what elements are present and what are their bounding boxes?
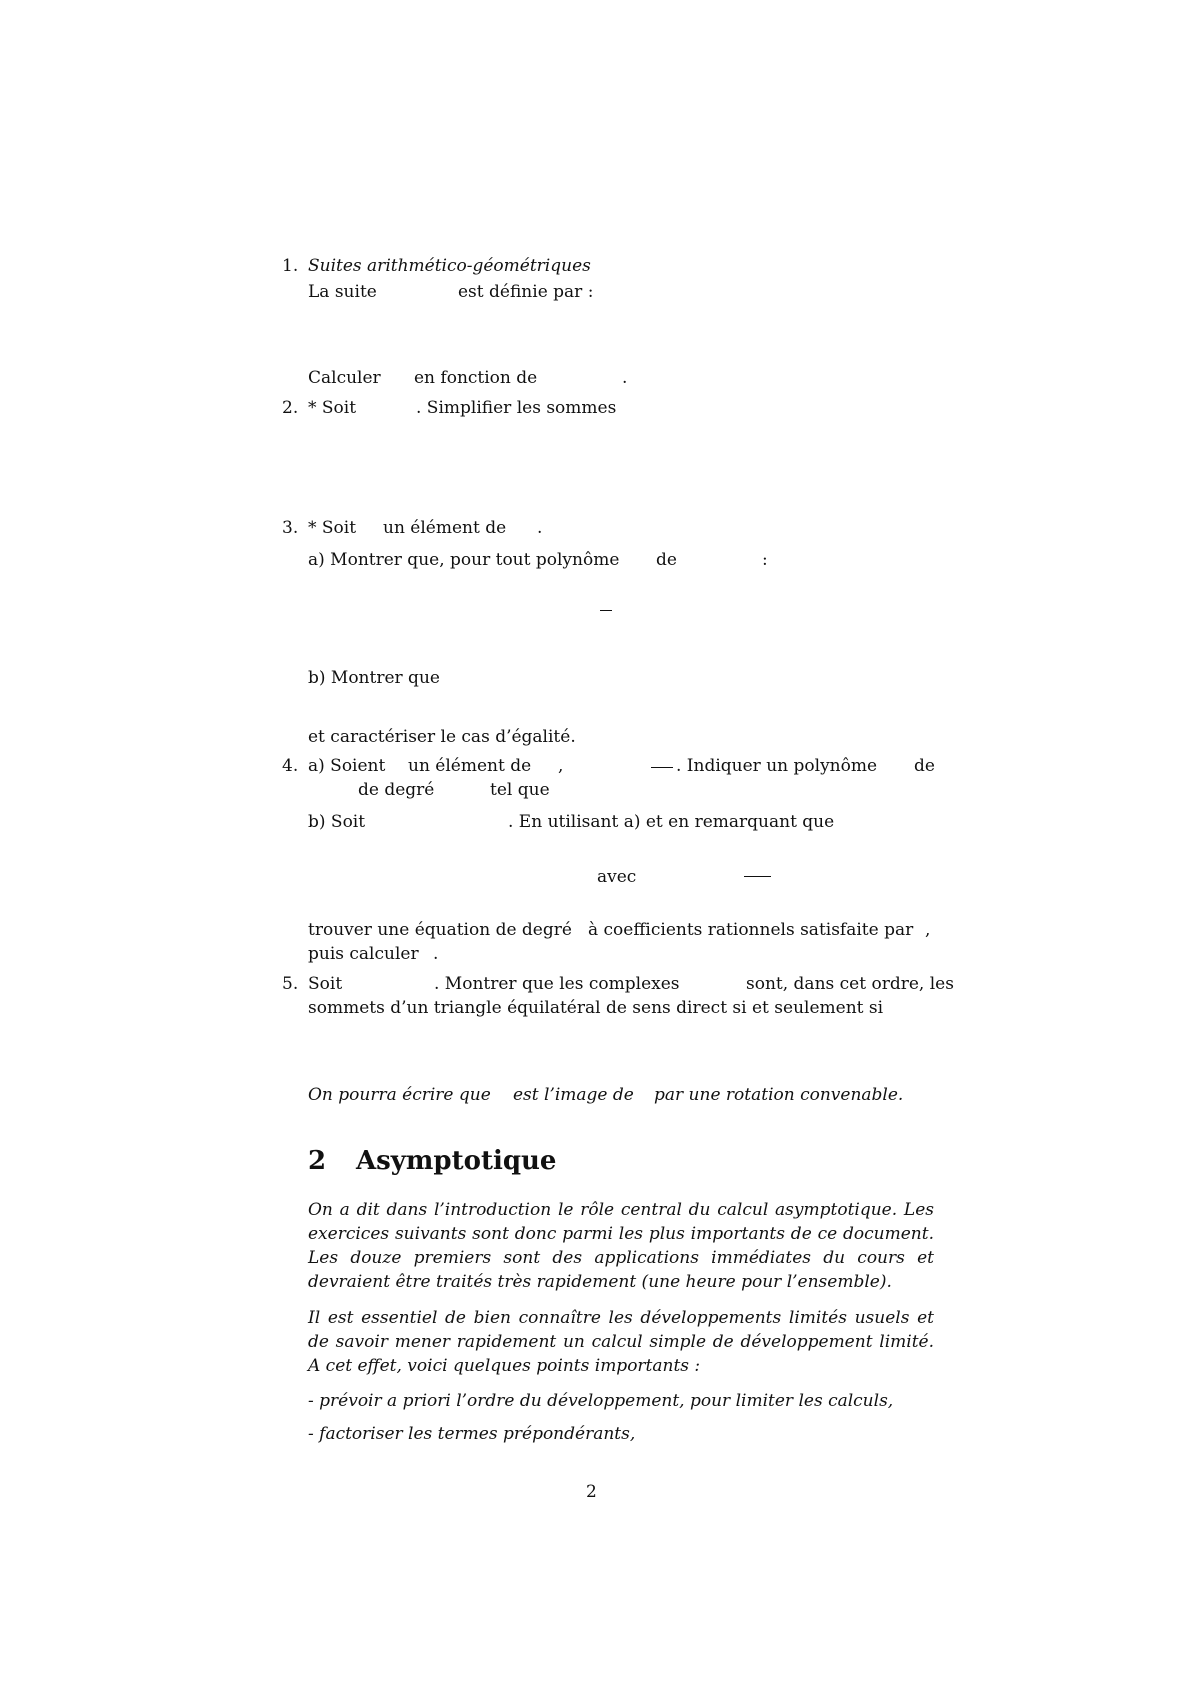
exercise-2-text: * Soit — [308, 398, 357, 418]
exercise-5-number: 5. — [282, 974, 299, 994]
exercise-4-text: de — [914, 756, 935, 776]
exercise-1-text: La suite — [308, 282, 377, 302]
exercise-3-question-a: de — [656, 550, 677, 570]
exercise-4-text: a) Soient — [308, 756, 386, 776]
exercise-4-text: tel que — [490, 780, 550, 800]
exercise-5-text: sont, dans cet ordre, les — [746, 974, 954, 994]
exercise-2-text: . Simplifier les sommes — [416, 398, 617, 418]
exercise-5-text: . Montrer que les complexes — [434, 974, 680, 994]
exercise-1-text: est définie par : — [458, 282, 594, 302]
exercise-1-text: en fonction de — [414, 368, 538, 388]
exercise-2-number: 2. — [282, 398, 299, 418]
exercise-3-text: . — [537, 518, 543, 538]
exercise-4-text: , — [558, 756, 564, 776]
exercise-4-text: trouver une équation de degré — [308, 920, 572, 940]
exercise-4-number: 4. — [282, 756, 299, 776]
page-number: 2 — [586, 1482, 597, 1502]
exercise-3-question-b: b) Montrer que — [308, 668, 440, 688]
exercise-4-question-b: b) Soit — [308, 812, 366, 832]
exercise-3-question-a: : — [762, 550, 768, 570]
section-paragraph: Il est essentiel de bien connaître les développements limités usuels et de savoir mener rapidement un calcul simple de développement limité. A cet effet, voici quelques points importants : — [308, 1308, 934, 1376]
exercise-1-text: Calculer — [308, 368, 381, 388]
exercise-4-question-b: . En utilisant a) et en remarquant que — [508, 812, 835, 832]
section-bullet: - prévoir a priori l’ordre du développement, pour limiter les calculs, — [308, 1391, 894, 1411]
exercise-1-number: 1. — [282, 256, 299, 276]
exercise-5-hint: est l’image de — [513, 1085, 634, 1105]
exercise-3-question-b: et caractériser le cas d’égalité. — [308, 727, 576, 747]
exercise-1-title: Suites arithmético-géométriques — [308, 256, 591, 276]
exercise-4-text: , — [925, 920, 931, 940]
exercise-5-text: Soit — [308, 974, 343, 994]
fraction-bar — [744, 876, 771, 877]
fraction-bar — [651, 767, 673, 768]
exercise-1-text: . — [622, 368, 628, 388]
exercise-3-question-a: a) Montrer que, pour tout polynôme — [308, 550, 620, 570]
exercise-4-text: un élément de — [408, 756, 532, 776]
exercise-5-text: sommets d’un triangle équilatéral de sens direct si et seulement si — [308, 998, 884, 1018]
fraction-bar — [600, 610, 612, 611]
section-number: 2 — [308, 1146, 327, 1176]
exercise-4-avec: avec — [597, 867, 637, 887]
section-paragraph: On a dit dans l’introduction le rôle central du calcul asymptotique. Les exercices suivants sont donc parmi les plus importants de ce document. Les douze premiers sont des applications immédiates du cours et devraient être traités très rapidement (une heure pour l’ensemble). — [308, 1200, 934, 1292]
exercise-5-hint: On pourra écrire que — [308, 1085, 491, 1105]
exercise-3-text: un élément de — [383, 518, 507, 538]
section-bullet: - factoriser les termes prépondérants, — [308, 1424, 636, 1444]
exercise-3-text: * Soit — [308, 518, 357, 538]
exercise-4-text: à coefficients rationnels satisfaite par — [588, 920, 914, 940]
exercise-4-text: puis calculer — [308, 944, 419, 964]
exercise-4-text: . — [433, 944, 439, 964]
exercise-4-text: de degré — [358, 780, 435, 800]
section-title: Asymptotique — [356, 1146, 557, 1176]
exercise-3-number: 3. — [282, 518, 299, 538]
exercise-4-text: . Indiquer un polynôme — [676, 756, 878, 776]
exercise-5-hint: par une rotation convenable. — [654, 1085, 904, 1105]
